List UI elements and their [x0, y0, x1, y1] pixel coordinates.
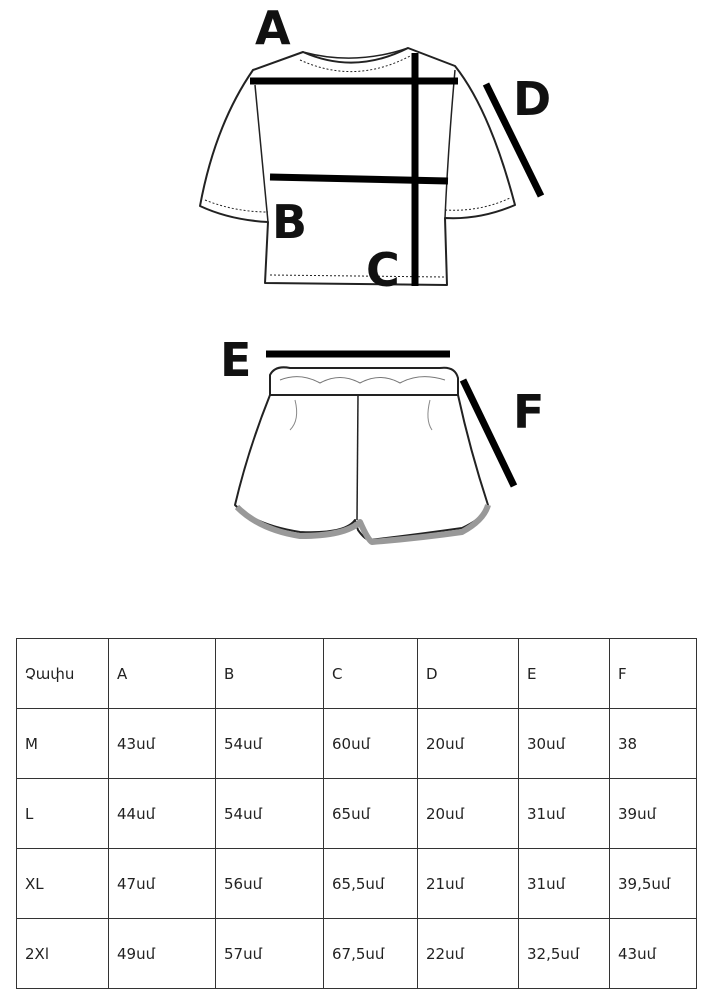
- table-cell: 60սմ: [324, 709, 418, 779]
- table-cell: 2Xl: [17, 919, 109, 989]
- table-cell: 65,5սմ: [324, 849, 418, 919]
- shorts-drawing: [235, 367, 488, 542]
- header-cell: A: [109, 639, 216, 709]
- header-cell: D: [418, 639, 519, 709]
- label-a: A: [255, 1, 291, 55]
- table-cell: 39սմ: [610, 779, 697, 849]
- table-cell: 65սմ: [324, 779, 418, 849]
- table-row: [17, 779, 697, 849]
- table-cell: 43սմ: [610, 919, 697, 989]
- table-cell: 49սմ: [109, 919, 216, 989]
- table-cell: 39,5սմ: [610, 849, 697, 919]
- table-cell: 21սմ: [418, 849, 519, 919]
- header-cell: C: [324, 639, 418, 709]
- table-cell: 67,5սմ: [324, 919, 418, 989]
- table-cell: L: [17, 779, 109, 849]
- label-e: E: [220, 333, 252, 387]
- table-cell: 57սմ: [216, 919, 324, 989]
- table-cell: 56սմ: [216, 849, 324, 919]
- table-cell: 31սմ: [519, 779, 610, 849]
- table-cell: 44սմ: [109, 779, 216, 849]
- table-row: [17, 709, 697, 779]
- table-cell: 54սմ: [216, 709, 324, 779]
- table-cell: M: [17, 709, 109, 779]
- table-row: [17, 919, 697, 989]
- table-cell: XL: [17, 849, 109, 919]
- table-cell: 54սմ: [216, 779, 324, 849]
- label-b: B: [272, 195, 308, 249]
- header-cell: F: [610, 639, 697, 709]
- table-cell: 47սմ: [109, 849, 216, 919]
- measure-line-b: [270, 177, 448, 181]
- size-table: [16, 638, 697, 989]
- table-row: [17, 849, 697, 919]
- table-cell: 32,5սմ: [519, 919, 610, 989]
- header-cell: Չափս: [17, 639, 109, 709]
- label-c: C: [366, 243, 400, 297]
- table-cell: 20սմ: [418, 709, 519, 779]
- table-cell: 30սմ: [519, 709, 610, 779]
- table-cell: 22սմ: [418, 919, 519, 989]
- header-cell: E: [519, 639, 610, 709]
- label-d: D: [513, 72, 552, 126]
- label-f: F: [513, 385, 545, 439]
- table-cell: 31սմ: [519, 849, 610, 919]
- table-header-row: [17, 639, 697, 709]
- table-cell: 38: [610, 709, 697, 779]
- table-cell: 43սմ: [109, 709, 216, 779]
- header-cell: B: [216, 639, 324, 709]
- table-cell: 20սմ: [418, 779, 519, 849]
